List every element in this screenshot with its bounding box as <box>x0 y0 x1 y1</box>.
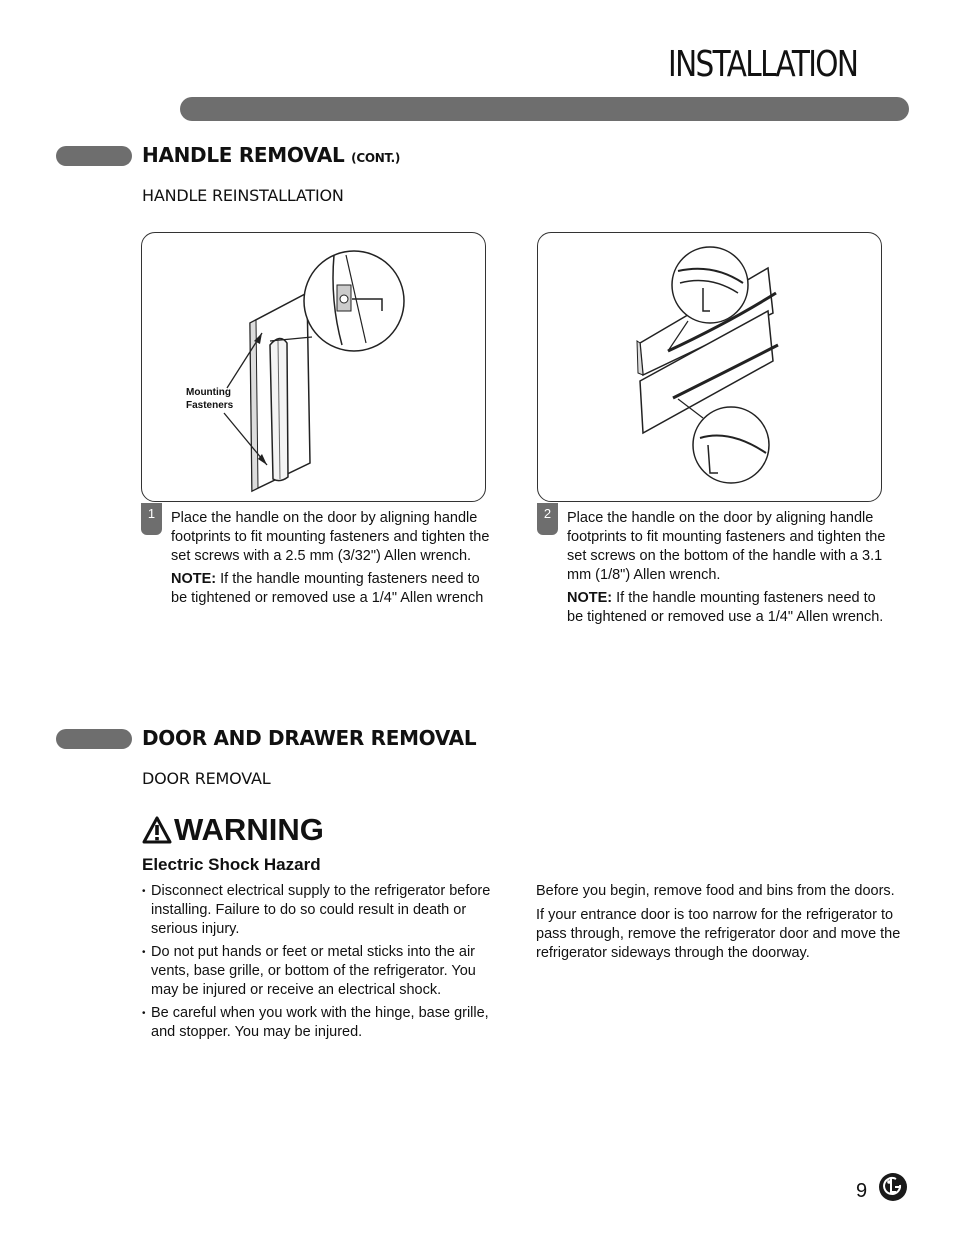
figure-door-handle <box>141 232 486 502</box>
note-text: If the handle mounting fasteners need to be tightened or removed use a 1/4" Allen wrench <box>171 571 484 606</box>
step-2-text <box>567 509 892 631</box>
paragraph: Before you begin, remove food and bins from the doors. <box>536 883 895 899</box>
door-handle-illustration <box>142 233 486 502</box>
section-title-suffix: (CONT.) <box>351 151 401 165</box>
warning-label: WARNING <box>174 812 324 847</box>
subtitle-door-removal: DOOR REMOVAL <box>142 769 271 788</box>
drawer-handles-illustration <box>538 233 882 502</box>
header-bar <box>180 97 909 121</box>
list-item-text: Do not put hands or feet or metal sticks into the air vents, base grille, or bottom of the refrigerator. You may be injured or receive an electrical shock. <box>151 944 476 998</box>
section-marker <box>56 729 132 749</box>
list-item-text: Be careful when you work with the hinge, base grille, and stopper. You may be injured. <box>151 1005 489 1040</box>
list-item: • Disconnect electrical supply to the refrigerator before installing. Failure to do so could result in death or serious injury. <box>142 882 502 939</box>
warning-heading <box>142 812 324 848</box>
warning-bullet-list <box>142 882 502 1046</box>
list-item: • Do not put hands or feet or metal sticks into the air vents, base grille, or bottom of the refrigerator. You may be injured or receive an electrical shock. <box>142 943 502 1000</box>
hazard-title: Electric Shock Hazard <box>142 855 321 874</box>
step-1-text <box>171 509 496 612</box>
note-label: NOTE: <box>567 590 613 606</box>
paragraph: If your entrance door is too narrow for the refrigerator to pass through, remove the refrigerator door and move the refrigerator sideways through the doorway. <box>536 907 901 961</box>
callout-mounting-fasteners: Mounting Fasteners <box>186 387 234 411</box>
section-title-door-drawer-removal: DOOR AND DRAWER REMOVAL <box>142 726 477 750</box>
step-1-note <box>171 570 496 608</box>
section-title-handle-removal <box>142 143 400 167</box>
step-1-instruction: Place the handle on the door by aligning handle footprints to fit mounting fasteners and tighten the set screws with a 2.5 mm (3/32") Allen wrench. <box>171 510 490 564</box>
note-text: If the handle mounting fasteners need to be tightened or removed use a 1/4" Allen wrench. <box>567 590 884 625</box>
step-2-instruction: Place the handle on the door by aligning handle footprints to fit mounting fasteners and tighten the set screws on the bottom of the handle with a 3.1 mm (1/8") Allen wrench. <box>567 510 886 583</box>
list-item-text: Disconnect electrical supply to the refrigerator before installing. Failure to do so could result in death or serious injury. <box>151 883 491 937</box>
note-label: NOTE: <box>171 571 217 587</box>
figure-drawer-handles <box>537 232 882 502</box>
step-2-note <box>567 589 892 627</box>
lg-logo-icon <box>878 1172 908 1202</box>
page-title: INSTALLATION <box>668 44 858 85</box>
section-title-text: HANDLE REMOVAL <box>142 143 345 167</box>
subtitle-handle-reinstallation: HANDLE REINSTALLATION <box>142 186 344 205</box>
step-number-1: 1 <box>141 503 162 535</box>
list-item: • Be careful when you work with the hinge, base grille, and stopper. You may be injured. <box>142 1004 502 1042</box>
section-marker <box>56 146 132 166</box>
step-number-2: 2 <box>537 503 558 535</box>
page-number: 9 <box>856 1180 868 1202</box>
warning-triangle-icon <box>142 816 172 844</box>
door-removal-instructions <box>536 882 911 968</box>
